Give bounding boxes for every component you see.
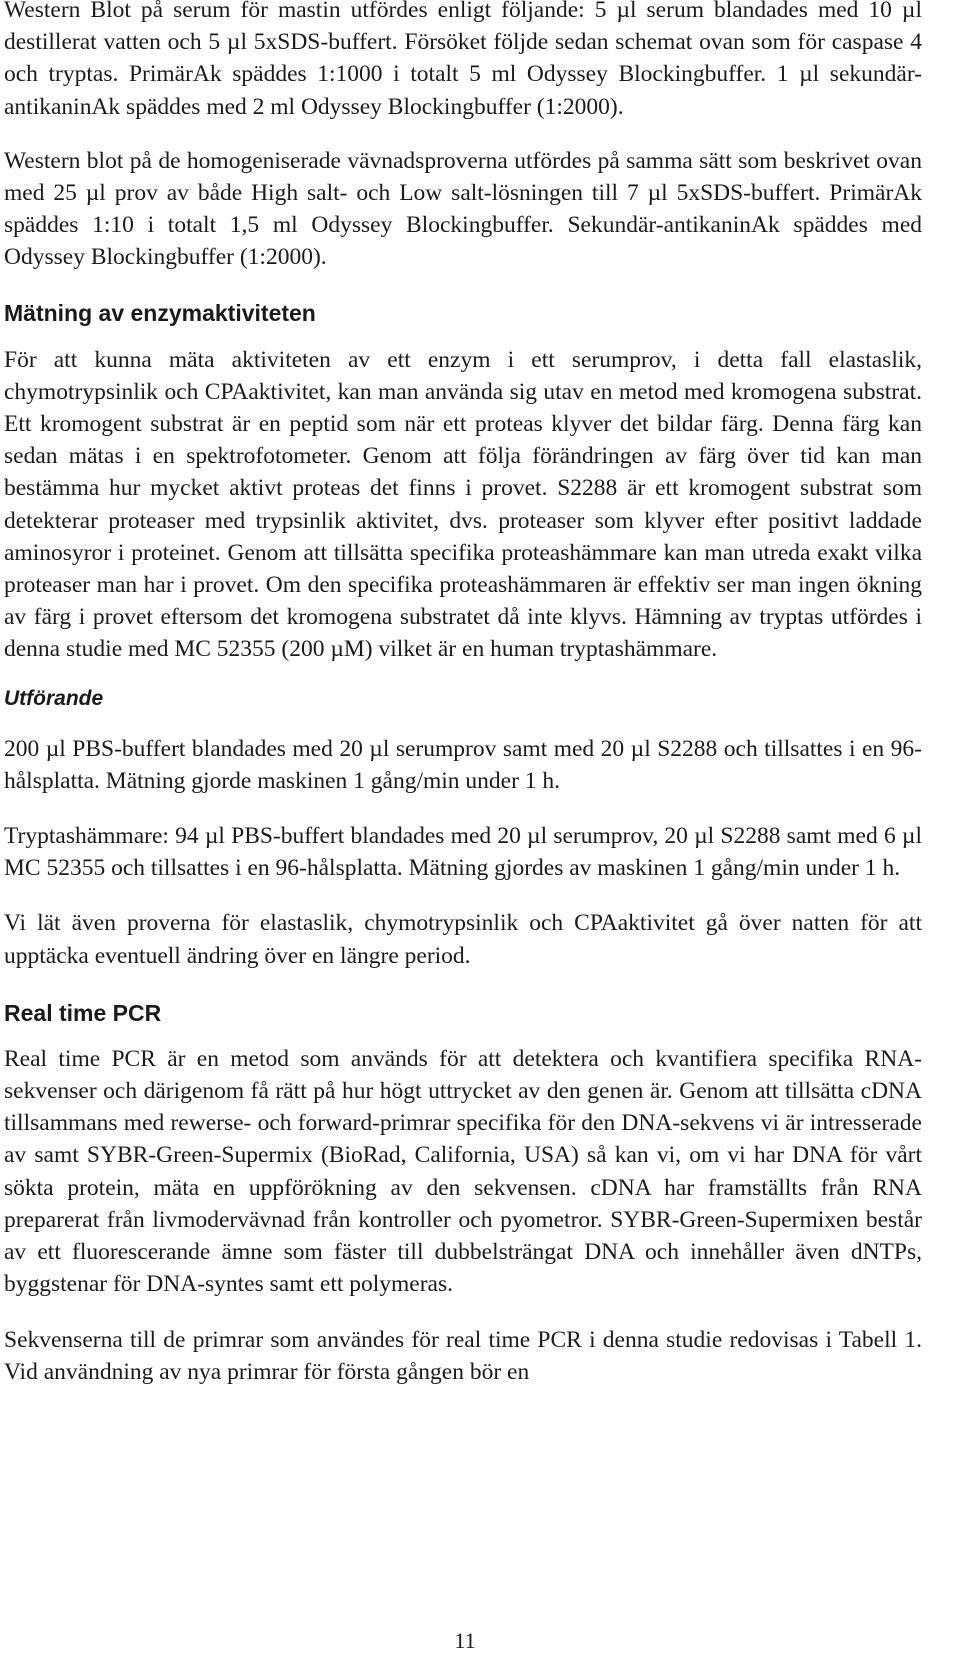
paragraph-procedure-1: 200 µl PBS-buffert blandades med 20 µl serumprov samt med 20 µl S2288 och tillsattes i en 96-hålsplatta. Mätning gjorde maskinen 1 gång/min under 1 h. — [4, 735, 922, 794]
paragraph-pcr-intro: Real time PCR är en metod som används för att detektera och kvantifiera specifika RNA-sekvenser och därigenom få rätt på hur högt uttrycket av den genen är. Genom att tillsätta cDNA tillsammans med rewerse- och forward-primrar specifika för den DNA-sekvens vi är intresserade av samt SYBR-Green-Supermix (BioRad, California, USA) så kan vi, om vi har DNA för vårt sökta protein, mäta en uppförökning av den sekvensen. cDNA har framställts från RNA preparerat från livmodervävnad från kontroller och pyometror. SYBR-Green-Supermixen består av ett fluorescerande ämne som fäster till dubbelsträngat DNA och innehåller även dNTPs, byggstenar för DNA-syntes samt ett polymeras. — [4, 1045, 922, 1298]
paragraph-western-blot-tissue: Western blot på de homogeniserade vävnadsproverna utfördes på samma sätt som beskrivet ovan med 25 µl prov av både High salt- och Low salt-lösningen till 7 µl 5xSDS-buffert. PrimärAk späddes 1:10 i totalt 1,5 ml Odyssey Blockingbuffer. Sekundär-antikaninAk späddes med Odyssey Blockingbuffer (1:2000). — [4, 147, 922, 271]
paragraph-procedure-2: Tryptashämmare: 94 µl PBS-buffert blandades med 20 µl serumprov, 20 µl S2288 samt med 6 µl MC 52355 och tillsattes i en 96-hålsplatta. Mätning gjordes av maskinen 1 gång/min under 1 h. — [4, 823, 922, 882]
paragraph-procedure-3: Vi lät även proverna för elastaslik, chymotrypsinlik och CPAaktivitet gå över natten för att upptäcka eventuell ändring över en längre period. — [4, 910, 922, 969]
paragraph-western-blot-serum: Western Blot på serum för mastin utfördes enligt följande: 5 µl serum blandades med 10 µl destillerat vatten och 5 µl 5xSDS-buffert. Försöket följde sedan schemat ovan som för caspase 4 och tryptas. PrimärAk späddes 1:1000 i totalt 5 ml Odyssey Blockingbuffer. 1 µl sekundär-antikaninAk späddes med 2 ml Odyssey Blockingbuffer (1:2000). — [4, 0, 922, 120]
heading-real-time-pcr: Real time PCR — [4, 999, 162, 1026]
heading-procedure: Utförande — [4, 686, 104, 710]
page-number: 11 — [454, 1628, 476, 1653]
paragraph-enzyme-activity: För att kunna mäta aktiviteten av ett enzym i ett serumprov, i detta fall elastaslik, chymotrypsinlik och CPAaktivitet, kan man använda sig utav en metod med kromogena substrat. Ett kromogent substrat är en peptid som när ett proteas klyver det bildar färg. Denna färg kan sedan mätas i en spektrofotometer. Genom att följa förändringen av färg över tid kan man bestämma hur mycket aktivt proteas det finns i provet. S2288 är ett kromogent substrat som detekterar proteaser med trypsinlik aktivitet, dvs. proteaser som klyver efter positivt laddade aminosyror i proteinet. Genom att tillsätta specifika proteashämmare kan man utreda exakt vilka proteaser man har i provet. Om den specifika proteashämmaren är effektiv ser man ingen ökning av färg i provet eftersom det kromogena substratet då inte klyvs. Hämning av tryptas utfördes i denna studie med MC 52355 (200 µM) vilket är en human tryptashämmare. — [4, 346, 922, 663]
heading-enzyme-activity: Mätning av enzymaktiviteten — [4, 299, 316, 326]
paragraph-pcr-primers: Sekvenserna till de primrar som användes för real time PCR i denna studie redovisas i Tabell 1. Vid användning av nya primrar för första gången bör en — [4, 1326, 922, 1385]
document-page — [4, 0, 922, 1388]
